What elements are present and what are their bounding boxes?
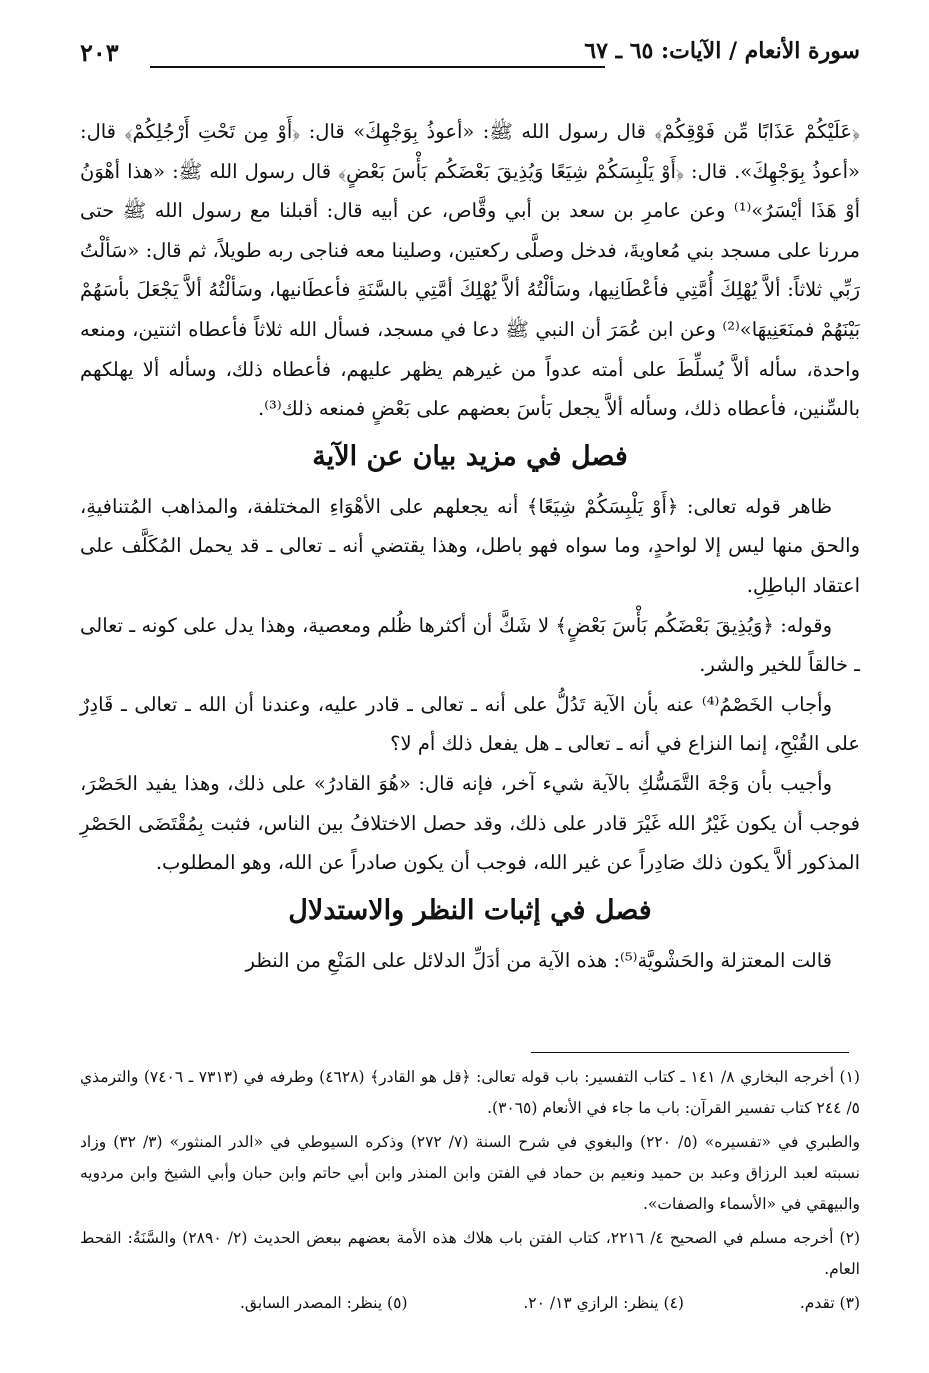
page-number: ٢٠٣ <box>80 38 119 67</box>
section-heading: فصل في مزيد بيان عن الآية <box>312 440 628 472</box>
footnote: (٢) أخرجه مسلم في الصحيح ٤/ ٢٢١٦، كتاب الفتن باب هلاك هذه الأمة بعضهم ببعض الحديث (٢/ ٢٨٩٠) والسَّنَةُ: القحط العام. <box>80 1229 860 1278</box>
header-rule <box>150 66 605 68</box>
paragraph: وأجاب الخَصْمُ⁽⁴⁾ عنه بأن الآية تَدُلُّ على أنه ـ تعالى ـ قادر عليه، وعندنا أن الله ـ تعالى ـ قَادِرٌ على القُبْحِ، إنما النزاع في أنه ـ تعالى ـ هل يفعل ذلك أم لا؟ <box>80 692 860 756</box>
footnotes-last-line <box>80 1288 860 1319</box>
paragraph: ﴿عَلَيْكُمْ عَذَابًا مِّن فَوْقِكُمْ﴾ قال رسول الله ﷺ: «أعوذُ بِوَجْهِكَ» قال: ﴿أَوْ مِن تَحْتِ أَرْجُلِكُمْ﴾ قال: «أعوذُ بِوَجْهِكَ». قال: ﴿أَوْ يَلْبِسَكُمْ شِيَعًا وَيُذِيقَ بَعْضَكُم بَأْسَ بَعْضٍ﴾ قال رسول الله ﷺ: «هذا أهْوَنُ أوْ هَذَا أيْسَرُ»⁽¹⁾ وعن عامرِ بن سعد بن أبي وقَّاص، عن أبيه قال: أقبلنا مع رسول الله ﷺ حتى مررنا على مسجد بني مُعاويةَ، فدخل وصلَّى ركعتين، وصلينا معه فناجى ربه طويلاً، ثم قال: «سَألْتُ رَبِّي ثلاثاً: ألاَّ يُهْلِكَ أُمَّتِي فأعْطَانِيها، وسَألْتُهُ ألاَّ يُهْلِكَ أمَّتِي بالسَّنَةِ فأعطَانيها، وسَألْتُهُ ألاَّ يَجْعَلَ بأسَهُمْ بَيْنَهُمْ فمنَعَنِيهَا»⁽²⁾ وعن ابن عُمَرَ أن النبي ﷺ دعا في مسجد، فسأل الله ثلاثاً فأعطاه اثنتين، ومنعه واحدة، سأله ألاَّ يُسلِّطَ على أمته عدواً من غيرهم يظهر عليهم، فأعطاه ذلك، وسأله ألا يهلكهم بالسِّنين، فأعطاه ذلك، وسأله ألاَّ يجعل بَأسَ بعضهم على بَعْضٍ فمنعه ذلك⁽³⁾. <box>80 120 861 421</box>
main-text <box>80 112 860 980</box>
paragraph: ظاهر قوله تعالى: ﴿أَوْ يَلْبِسَكُمْ شِيَعًا﴾ أنه يجعلهم على الأهْوَاءِ المختلفة، والمذاهب المُتنافيةِ، والحق منها ليس إلا لواحدٍ، وما سواه فهو باطل، وهذا يقتضي أنه ـ تعالى ـ قد يحمل المُكَلَّف على اعتقاد الباطِلِ. <box>80 494 860 597</box>
paragraph: وقوله: ﴿وَيُذِيقَ بَعْضَكُم بَأْسَ بَعْضٍ﴾ لا شَكَّ أن أكثرها ظُلم ومعصية، وهذا يدل على كونه ـ تعالى ـ خالقاً للخير والشر. <box>80 613 860 677</box>
footnote-separator <box>531 1052 849 1053</box>
paragraph: وأجيب بأن وَجْهَ التَّمَسُّكِ بالآية شيء آخر، فإنه قال: «هُوَ القادرُ» على ذلك، وهذا يفيد الحَصْرَ، فوجب أن يكون غَيْرُ الله غَيْرَ قادر على ذلك، وقد حصل الاختلافُ بين الناس، فثبت بِمُقْتَضَى الحَصْرِ المذكور ألاَّ يكون ذلك صَادِراً عن غير الله، فوجب أن يكون صادراً عن الله، وهو المطلوب. <box>80 771 860 875</box>
section-heading: فصل في إثبات النظر والاستدلال <box>288 894 652 926</box>
footnotes <box>80 1062 860 1319</box>
footnote-5: (٥) ينظر: المصدر السابق. <box>240 1294 408 1312</box>
running-header <box>80 38 860 76</box>
footnote-3: (٣) تقدم. <box>799 1294 860 1312</box>
footnote-4: (٤) ينظر: الرازي ١٣/ ٢٠. <box>523 1294 684 1312</box>
footnote: والطبري في «تفسيره» (٥/ ٢٢٠) والبغوي في شرح السنة (٧/ ٢٧٢) وذكره السيوطي في «الدر المنثور» (٣/ ٣٢) وزاد نسبته لعبد الرزاق وعبد بن حميد ونعيم بن حماد في الفتن وابن المنذر وابن أبي حاتم وابن حبان وأبي الشيخ وابن مردويه والبيهقي في «الأسماء والصفات». <box>80 1133 860 1213</box>
footnote: (١) أخرجه البخاري ٨/ ١٤١ ـ كتاب التفسير: باب قوله تعالى: ﴿قل هو القادر﴾ (٤٦٢٨) وطرفه في (٧٣١٣ ـ ٧٤٠٦) والترمذي ٥/ ٢٤٤ كتاب تفسير القرآن: باب ما جاء في الأنعام (٣٠٦٥). <box>80 1068 860 1117</box>
paragraph: قالت المعتزلة والحَشْويَّة⁽⁵⁾: هذه الآية من أدَلِّ الدلائل على المَنْعِ من النظر <box>245 948 832 972</box>
chapter-title: سورة الأنعام / الآيات: ٦٥ ـ ٦٧ <box>584 38 860 64</box>
